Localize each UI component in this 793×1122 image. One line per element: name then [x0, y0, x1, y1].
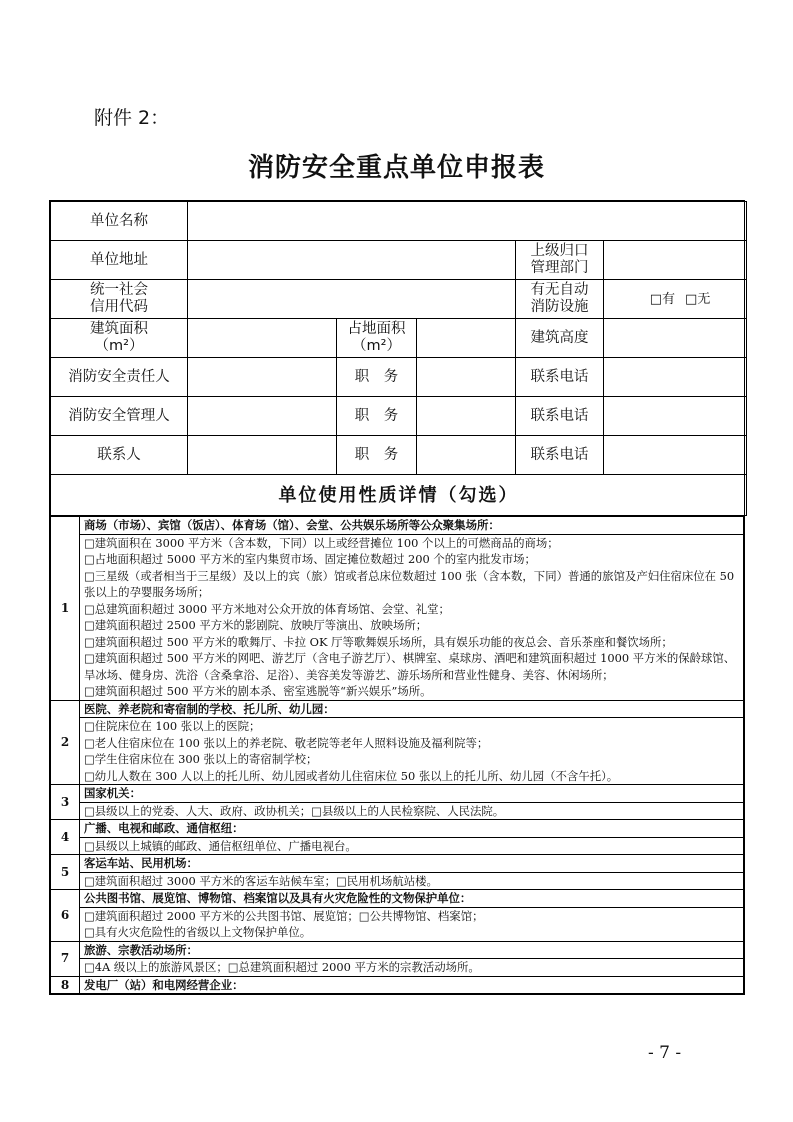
- category-items: [80, 534, 744, 700]
- auto-fire-label: 有无自动 消防设施: [516, 280, 604, 319]
- auto-fire-yes-checkbox[interactable]: □有: [649, 291, 676, 307]
- category-items: [80, 959, 744, 977]
- checkbox-option[interactable]: □县级以上的党委、人大、政府、政协机关；□县级以上的人民检察院、人民法院。: [84, 803, 505, 818]
- category-items: [80, 802, 744, 820]
- category-items-row: [51, 959, 744, 977]
- checkbox-option[interactable]: □4A 级以上的旅游风景区；□总建筑面积超过 2000 平方米的宗教活动场所。: [84, 960, 480, 974]
- auto-fire-no-checkbox[interactable]: □无: [685, 291, 711, 307]
- category-items-row: [51, 837, 744, 855]
- category-title: 国家机关：: [80, 785, 744, 803]
- position-label: 职 务: [337, 358, 417, 397]
- building-height-label: 建筑高度: [516, 319, 604, 358]
- category-title-row: [51, 890, 744, 908]
- form-title: 消防安全重点单位申报表: [247, 153, 545, 183]
- checkbox-option[interactable]: □总建筑面积超过 3000 平方米地对公众开放的体育场馆、会堂、礼堂；: [84, 601, 450, 616]
- checkbox-option[interactable]: □学生住宿床位在 300 张以上的寄宿制学校；: [84, 752, 318, 766]
- unit-name-field[interactable]: [188, 202, 747, 241]
- building-height-field[interactable]: [604, 319, 747, 358]
- basic-info-table: [50, 201, 747, 516]
- checkbox-option[interactable]: □县级以上城镇的邮政、通信枢纽单位、广播电视台。: [84, 838, 357, 853]
- safety-manager-field[interactable]: [188, 397, 337, 436]
- category-title-row: [51, 517, 744, 535]
- category-title: 公共图书馆、展览馆、博物馆、档案馆以及具有火灾危险性的文物保护单位：: [80, 890, 744, 908]
- safety-responsible-label: 消防安全责任人: [51, 358, 188, 397]
- unit-address-field[interactable]: [188, 241, 516, 280]
- category-items: [80, 718, 744, 785]
- credit-code-field[interactable]: [188, 280, 516, 319]
- category-title-row: [51, 941, 744, 959]
- category-number: 7: [51, 941, 80, 976]
- phone-field[interactable]: [604, 436, 747, 475]
- page-number: - 7 -: [648, 1043, 682, 1063]
- section-title: 单位使用性质详情（勾选）: [51, 475, 747, 516]
- position-field[interactable]: [417, 436, 516, 475]
- checkbox-option[interactable]: □占地面积超过 5000 平方米的室内集贸市场、固定摊位数超过 200 个的室内批发市场；: [84, 552, 536, 566]
- category-items-row: [51, 802, 744, 820]
- category-items-row: [51, 872, 744, 890]
- usage-detail-table: [50, 516, 744, 994]
- unit-name-label: 单位名称: [51, 202, 188, 241]
- checkbox-option[interactable]: □建筑面积超过 500 平方米的网吧、游艺厅（含电子游艺厅）、棋牌室、桌球房、酒吧和建筑面积超过 1000 平方米的保龄球馆、旱冰场、健身房、洗浴（含桑拿浴、足浴）、美容美发等游艺、游乐场所和营业性健身、美容、休闲场所；: [84, 651, 736, 682]
- checkbox-option[interactable]: □建筑面积超过 2000 平方米的公共图书馆、展览馆；□公共博物馆、档案馆；: [84, 908, 484, 923]
- category-items: [80, 837, 744, 855]
- building-area-field[interactable]: [188, 319, 337, 358]
- position-field[interactable]: [417, 397, 516, 436]
- checkbox-option[interactable]: □具有火灾危险性的省级以上文物保护单位。: [84, 925, 312, 939]
- phone-label: 联系电话: [516, 397, 604, 436]
- category-title: 商场（市场）、宾馆（饭店）、体育场（馆）、会堂、公共娱乐场所等公众聚集场所：: [80, 517, 744, 535]
- category-items-row: [51, 534, 744, 700]
- safety-manager-label: 消防安全管理人: [51, 397, 188, 436]
- category-items: [80, 872, 744, 890]
- declaration-form: [49, 200, 745, 995]
- checkbox-option[interactable]: □建筑面积超过 500 平方米的剧本杀、密室逃脱等“新兴娱乐”场所。: [84, 684, 432, 698]
- attachment-label: 附件 2：: [94, 107, 170, 129]
- category-title: 发电厂（站）和电网经营企业：: [80, 976, 744, 994]
- category-number: 2: [51, 700, 80, 785]
- checkbox-option[interactable]: □老人住宿床位在 100 张以上的养老院、敬老院等老年人照料设施及福利院等；: [84, 735, 489, 750]
- category-title: 广播、电视和邮政、通信枢纽：: [80, 820, 744, 838]
- contact-label: 联系人: [51, 436, 188, 475]
- phone-label: 联系电话: [516, 358, 604, 397]
- category-number: 4: [51, 820, 80, 855]
- superior-dept-field[interactable]: [604, 241, 747, 280]
- category-title-row: [51, 820, 744, 838]
- position-field[interactable]: [417, 358, 516, 397]
- category-number: 1: [51, 517, 80, 701]
- category-items-row: [51, 907, 744, 941]
- checkbox-option[interactable]: □建筑面积超过 2500 平方米的影剧院、放映厅等演出、放映场所；: [84, 618, 428, 632]
- phone-field[interactable]: [604, 397, 747, 436]
- category-items: [80, 907, 744, 941]
- contact-field[interactable]: [188, 436, 337, 475]
- category-items-row: [51, 718, 744, 785]
- credit-code-label: 统一社会 信用代码: [51, 280, 188, 319]
- category-title-row: [51, 700, 744, 718]
- category-title-row: [51, 855, 744, 873]
- building-area-label: 建筑面积 （m²）: [51, 319, 188, 358]
- checkbox-option[interactable]: □三星级（或者相当于三星级）及以上的宾（旅）馆或者总床位数超过 100 张（含本数，下同）普通的旅馆及产妇住宿床位在 50 张以上的孕婴服务场所；: [84, 568, 735, 599]
- category-title: 医院、养老院和寄宿制的学校、托儿所、幼儿园：: [80, 700, 744, 718]
- land-area-label: 占地面积 （m²）: [337, 319, 417, 358]
- category-number: 5: [51, 855, 80, 890]
- position-label: 职 务: [337, 397, 417, 436]
- category-title-row: [51, 976, 744, 994]
- phone-label: 联系电话: [516, 436, 604, 475]
- checkbox-option[interactable]: □住院床位在 100 张以上的医院；: [84, 719, 261, 733]
- superior-dept-label: 上级归口 管理部门: [516, 241, 604, 280]
- category-title-row: [51, 785, 744, 803]
- category-title: 客运车站、民用机场：: [80, 855, 744, 873]
- auto-fire-options: [604, 280, 747, 319]
- category-title: 旅游、宗教活动场所：: [80, 941, 744, 959]
- category-number: 6: [51, 890, 80, 942]
- land-area-field[interactable]: [417, 319, 516, 358]
- phone-field[interactable]: [604, 358, 747, 397]
- unit-address-label: 单位地址: [51, 241, 188, 280]
- category-number: 8: [51, 976, 80, 994]
- checkbox-option[interactable]: □建筑面积超过 500 平方米的歌舞厅、卡拉 OK 厅等歌舞娱乐场所，具有娱乐功能的夜总会、音乐茶座和餐饮场所；: [84, 634, 673, 649]
- checkbox-option[interactable]: □建筑面积在 3000 平方米（含本数，下同）以上或经营摊位 100 个以上的可燃商品的商场；: [84, 535, 559, 550]
- position-label: 职 务: [337, 436, 417, 475]
- category-number: 3: [51, 785, 80, 820]
- safety-responsible-field[interactable]: [188, 358, 337, 397]
- checkbox-option[interactable]: □幼儿人数在 300 人以上的托儿所、幼儿园或者幼儿住宿床位 50 张以上的托儿所、幼儿园（不含午托）。: [84, 768, 619, 783]
- checkbox-option[interactable]: □建筑面积超过 3000 平方米的客运车站候车室；□民用机场航站楼。: [84, 873, 438, 888]
